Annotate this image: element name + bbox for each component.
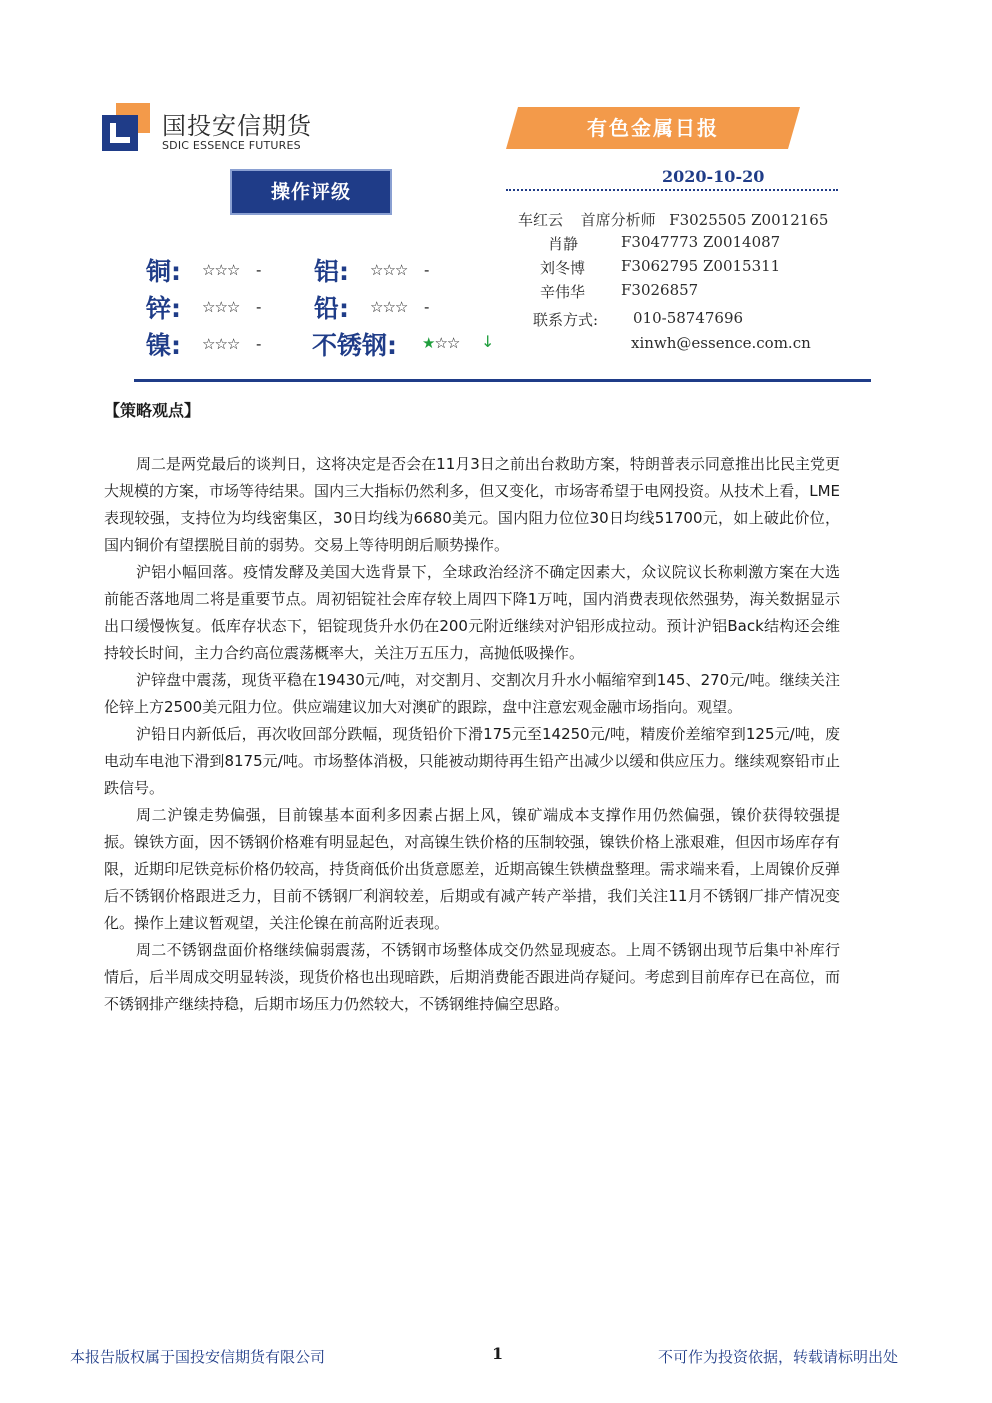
contact-label: 联系方式: bbox=[533, 311, 599, 329]
metal-nickel: 镍: bbox=[146, 331, 181, 360]
rating-trend-lead: - bbox=[424, 298, 430, 316]
analyst-name: 辛伟华 bbox=[540, 283, 586, 301]
page-number: 1 bbox=[492, 1344, 504, 1363]
rating-trend-aluminum: - bbox=[424, 261, 430, 279]
paragraph-nickel: 周二沪镍走势偏强，目前镍基本面利多因素占据上风，镍矿端成本支撑作用仍然偏强，镍价获得较强提振。镍铁方面，因不锈钢价格难有明显起色，对高镍生铁价格的压制较强，镍铁价格上涨艰难，但因市场库存有限，近期印尼铁竞标价格仍较高，持货商低价出货意愿差，近期高镍生铁横盘整理。需求端来看，上周镍价反弹后不锈钢价格跟进乏力，目前不锈钢厂利润较差，后期或有减产转产举措，我们关注11月不锈钢厂排产情况变化。操作上建议暂观望，关注伦镍在前高附近表现。 bbox=[104, 806, 840, 932]
footer-disclaimer: 不可作为投资依据，转载请标明出处 bbox=[658, 1348, 899, 1366]
metal-aluminum: 铝: bbox=[314, 257, 349, 286]
paragraph-copper: 周二是两党最后的谈判日，这将决定是否会在11月3日之前出台救助方案，特朗普表示同意推出比民主党更大规模的方案，市场等待结果。国内三大指标仍然利多，但又变化，市场寄希望于电网投资。从技术上看，LME表现较强，支持位为均线密集区，30日均线为6680美元。国内阻力位位30日均线51700元，如上破此价位，国内铜价有望摆脱目前的弱势。交易上等待明朗后顺势操作。 bbox=[104, 455, 840, 554]
analyst-ids: F3025505 Z0012165 bbox=[669, 211, 829, 229]
rating-stars-copper: ☆☆☆ bbox=[202, 261, 240, 279]
contact-phone: 010-58747696 bbox=[633, 309, 744, 327]
rating-stars-nickel: ☆☆☆ bbox=[202, 335, 240, 353]
rating-trend-copper: - bbox=[256, 261, 262, 279]
analyst-1 bbox=[518, 209, 828, 230]
section-title: 【策略观点】 bbox=[104, 401, 201, 420]
strategy-body bbox=[104, 451, 840, 1018]
paragraph-lead: 沪铅日内新低后，再次收回部分跌幅，现货铅价下滑175元至14250元/吨，精废价差缩窄到125元/吨，废电动车电池下滑到8175元/吨。市场整体消极，只能被动期待再生铅产出减少以缓和供应压力。继续观察铅市止跌信号。 bbox=[104, 725, 840, 797]
rating-trend-nickel: - bbox=[256, 335, 262, 353]
analyst-4-ids: F3026857 bbox=[621, 281, 699, 299]
date-divider bbox=[506, 189, 838, 191]
paragraph-aluminum: 沪铝小幅回落。疫情发酵及美国大选背景下，全球政治经济不确定因素大，众议院议长称刺激方案在大选前能否落地周二将是重要节点。周初铝锭社会库存较上周四下降1万吨，国内消费表现依然强势，海关数据显示出口缓慢恢复。低库存状态下，铝锭现货升水仍在200元附近继续对沪铝形成拉动。预计沪铝Back结构还会维持较长时间，主力合约高位震荡概率大，关注万五压力，高抛低吸操作。 bbox=[104, 563, 840, 662]
logo-text-cn: 国投安信期货 bbox=[162, 112, 312, 140]
footer-copyright: 本报告版权属于国投安信期货有限公司 bbox=[70, 1348, 326, 1366]
paragraph-zinc: 沪锌盘中震荡，现货平稳在19430元/吨，对交割月、交割次月升水小幅缩窄到145、270元/吨。继续关注伦锌上方2500美元阻力位。供应端建议加大对澳矿的跟踪，盘中注意宏观金融市场指向。观望。 bbox=[104, 671, 840, 716]
analyst-3 bbox=[540, 257, 585, 278]
rating-stars-lead: ☆☆☆ bbox=[370, 298, 408, 316]
report-title: 有色金属日报 bbox=[587, 116, 719, 140]
metal-zinc: 锌: bbox=[146, 294, 181, 323]
down-arrow-icon: ↓ bbox=[481, 332, 495, 351]
metal-lead: 铅: bbox=[314, 294, 349, 323]
header-divider bbox=[134, 379, 871, 382]
analyst-name: 刘冬博 bbox=[540, 259, 586, 277]
rating-stars-stainless-steel: ★☆☆ bbox=[422, 334, 460, 352]
company-logo-icon bbox=[102, 103, 150, 151]
rating-stars-zinc: ☆☆☆ bbox=[202, 298, 240, 316]
rating-stars-aluminum: ☆☆☆ bbox=[370, 261, 408, 279]
analyst-title: 首席分析师 bbox=[580, 211, 656, 229]
analyst-3-ids: F3062795 Z0015311 bbox=[621, 257, 781, 275]
analyst-2 bbox=[548, 233, 578, 254]
metal-stainless-steel: 不锈钢: bbox=[312, 331, 397, 360]
rating-title: 操作评级 bbox=[270, 181, 351, 203]
rating-trend-zinc: - bbox=[256, 298, 262, 316]
metal-copper: 铜: bbox=[146, 257, 181, 286]
analyst-2-ids: F3047773 Z0014087 bbox=[621, 233, 781, 251]
analyst-4 bbox=[540, 281, 585, 302]
report-date: 2020-10-20 bbox=[662, 167, 765, 186]
contact-email[interactable]: xinwh@essence.com.cn bbox=[631, 334, 811, 352]
paragraph-stainless-steel: 周二不锈钢盘面价格继续偏弱震荡，不锈钢市场整体成交仍然显现疲态。上周不锈钢出现节后集中补库行情后，后半周成交明显转淡，现货价格也出现暗跌，后期消费能否跟进尚存疑问。考虑到目前库存已在高位，而不锈钢排产继续持稳，后期市场压力仍然较大，不锈钢维持偏空思路。 bbox=[104, 941, 840, 1013]
analyst-name: 肖静 bbox=[548, 235, 579, 253]
analyst-name: 车红云 bbox=[518, 211, 564, 229]
logo-text-en: SDIC ESSENCE FUTURES bbox=[162, 139, 301, 152]
